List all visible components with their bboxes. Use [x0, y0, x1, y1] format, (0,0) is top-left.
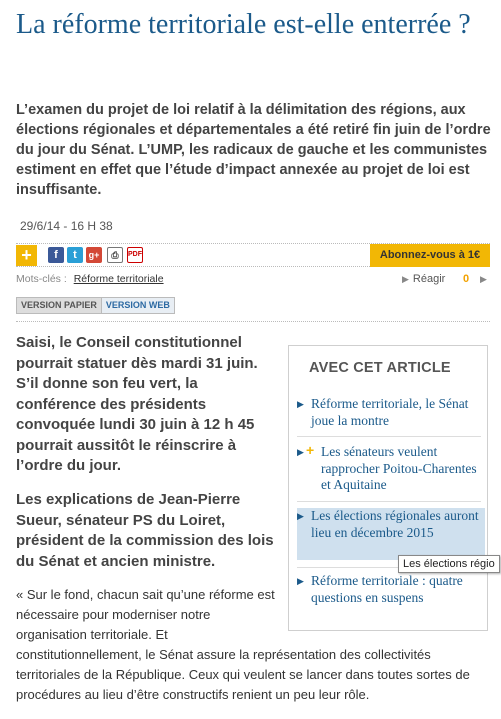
play-icon: ▶ [297, 511, 304, 521]
article-body: constitutionnellement, le Sénat assure la représentation des collectivités territoriales de la République. Ceux qui veulent se lancer dans toutes sortes de procédures au lieu d’être constructifs renient un peu leur rôle. [16, 647, 470, 702]
subscribe-button[interactable]: Abonnez-vous à 1€ [370, 244, 490, 267]
keywords-label: Mots-clés : [16, 273, 67, 285]
related-article-link[interactable] [297, 508, 485, 560]
related-articles-title: AVEC CET ARTICLE [309, 360, 451, 376]
related-article-text: Les élections régionales auront lieu en décembre 2015 [311, 508, 479, 540]
plus-button[interactable]: + [16, 245, 37, 266]
twitter-icon[interactable]: t [67, 247, 83, 263]
link-tooltip: Les élections régio [398, 555, 500, 573]
related-article-link[interactable] [297, 444, 485, 494]
share-bar [16, 243, 490, 267]
play-icon: ▶ [297, 399, 304, 409]
article-lead: Les explications de Jean-Pierre Sueur, sénateur PS du Loiret, président de la commission des lois du Sénat et ancien ministre. [16, 491, 274, 570]
react-label: Réagir [412, 273, 446, 285]
keywords [16, 273, 164, 285]
article-body: « Sur le fond, chacun sait qu’une réforme est nécessaire pour moderniser notre organisation territoriale. Et [16, 587, 275, 642]
react-count: 0 [463, 273, 470, 285]
article-lead: Saisi, le Conseil constitutionnel pourrait statuer dès mardi 31 juin. S’il donne son feu vert, la conférence des présidents convoquée lundi 30 juin à 12 h 45 pourrait aussitôt le réinscrire à l’ordre du jour. [16, 334, 258, 474]
plus-icon: + [306, 442, 315, 458]
related-articles-box [288, 345, 488, 631]
related-article-link[interactable] [297, 573, 485, 606]
google-plus-icon[interactable]: g+ [86, 247, 102, 263]
related-article-link[interactable] [297, 396, 485, 429]
divider [16, 321, 490, 322]
article-date: 29/6/14 - 16 H 38 [20, 219, 113, 233]
article-chapo: L’examen du projet de loi relatif à la délimitation des régions, aux élections régionales et départementales a été retiré fin juin de l’ordre du jour du Sénat. L’UMP, les radicaux de gauche et les communistes estiment en effet que l’étude d’impact annexée au projet de loi est insuffisante. [16, 102, 491, 198]
print-icon[interactable]: ⎙ [107, 247, 123, 263]
divider [297, 501, 481, 502]
version-papier-tab[interactable]: VERSION PAPIER [17, 298, 101, 313]
play-icon: ▶ [402, 274, 409, 284]
version-web-tab[interactable]: VERSION WEB [101, 298, 174, 313]
play-icon: ▶ [297, 447, 304, 457]
pdf-icon[interactable]: PDF [127, 247, 143, 263]
facebook-icon[interactable]: f [48, 247, 64, 263]
version-switch [16, 297, 175, 314]
article-title: La réforme territoriale est-elle enterrée ? [16, 9, 471, 40]
related-article-text: Les sénateurs veulent rapprocher Poitou-Charentes et Aquitaine [321, 444, 477, 492]
react-link[interactable] [402, 273, 445, 285]
play-icon: ▶ [297, 576, 304, 586]
play-icon[interactable]: ▶ [480, 274, 487, 284]
divider [297, 436, 481, 437]
keyword-link[interactable]: Réforme territoriale [73, 273, 164, 285]
related-article-text: Réforme territoriale : quatre questions en suspens [311, 573, 463, 605]
related-article-text: Réforme territoriale, le Sénat joue la montre [311, 396, 469, 428]
